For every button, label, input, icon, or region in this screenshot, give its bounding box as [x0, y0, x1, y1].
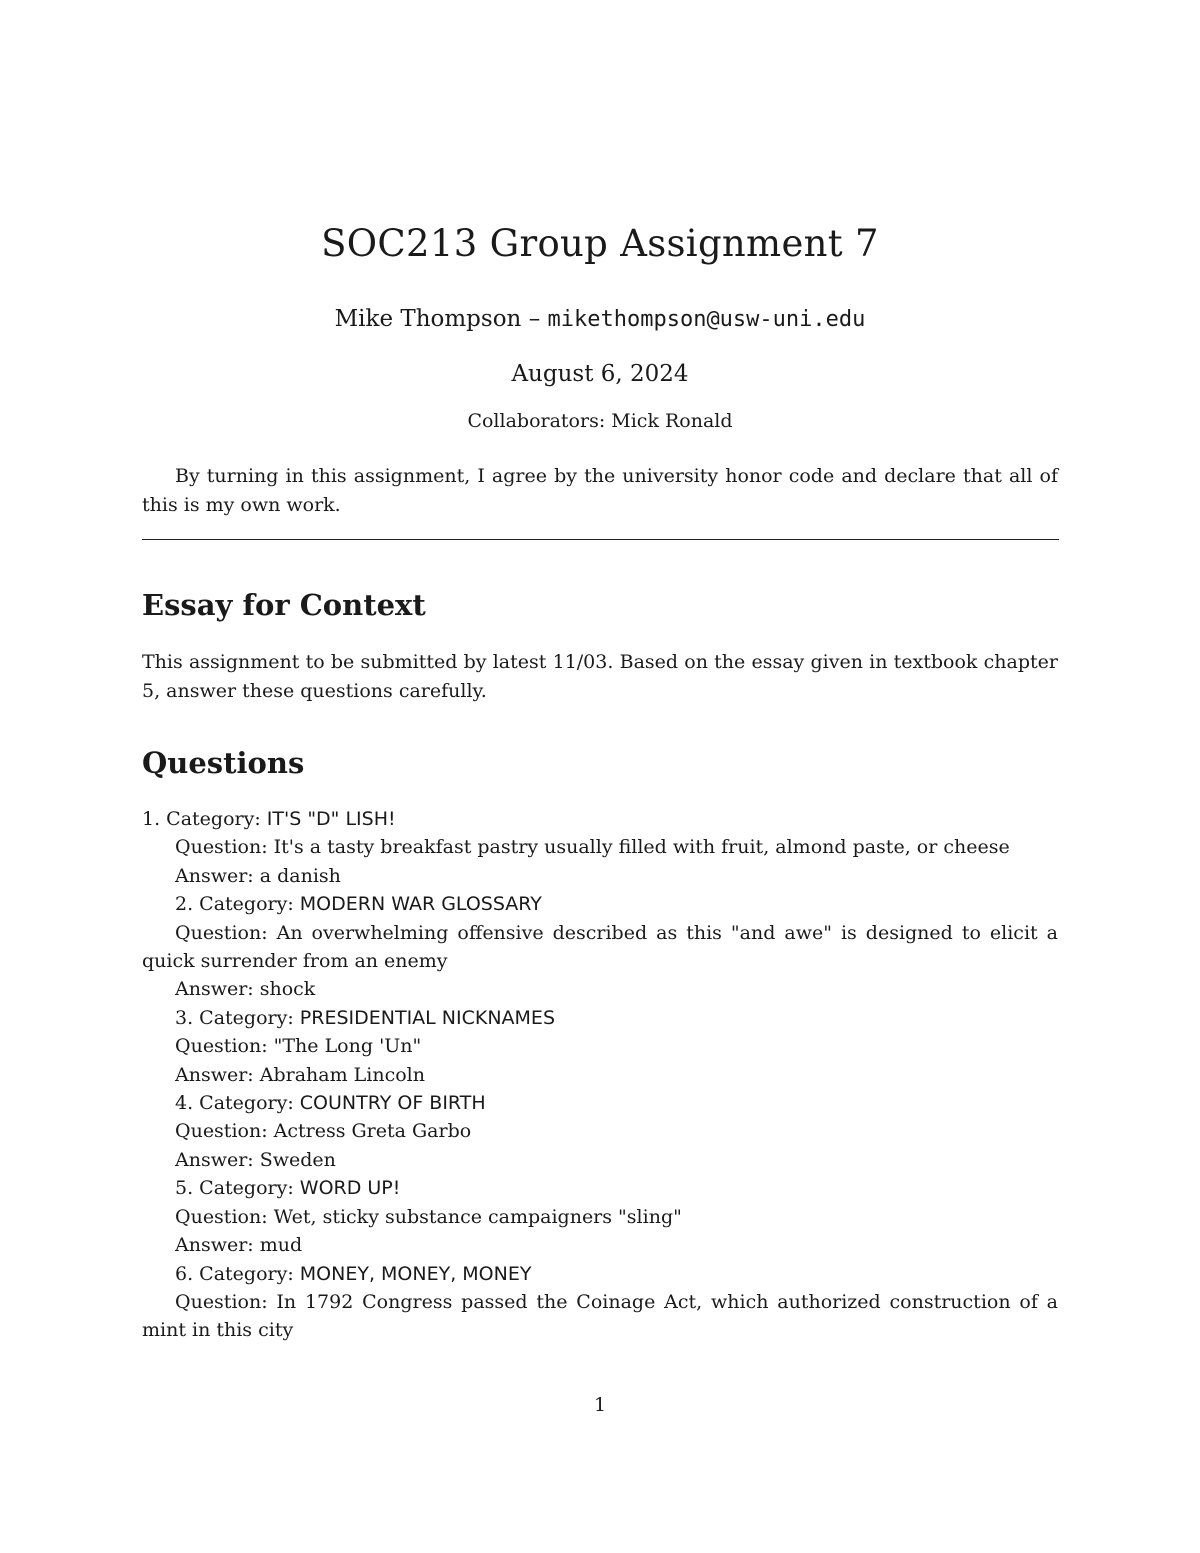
category-prefix: 1. Category: [142, 808, 267, 830]
category-name: MONEY, MONEY, MONEY [299, 1262, 532, 1285]
question-category-line [142, 805, 1058, 833]
question-text: Question: "The Long 'Un" [175, 1035, 422, 1058]
question-category-line [142, 1174, 1058, 1202]
horizontal-rule [142, 539, 1059, 540]
answer-text: Answer: Abraham Lincoln [175, 1063, 425, 1086]
collaborators-line: Collaborators: Mick Ronald [467, 410, 733, 432]
author-email: mikethompson@usw-uni.edu [547, 307, 866, 332]
category-name: IT'S "D" LISH! [266, 808, 396, 830]
author-line [0, 306, 1200, 332]
document-date: August 6, 2024 [511, 361, 689, 387]
page-number: 1 [593, 1394, 607, 1416]
category-prefix: 4. Category: [175, 1092, 300, 1115]
essay-paragraph: This assignment to be submitted by latest 11/03. Based on the essay given in textbook chapter 5, answer these questions carefully. [142, 651, 1058, 702]
document-title: SOC213 Group Assignment 7 [321, 222, 879, 265]
essay-heading: Essay for Context [142, 588, 426, 622]
category-prefix: 5. Category: [175, 1177, 300, 1200]
category-prefix: 3. Category: [175, 1006, 300, 1029]
category-name: COUNTRY OF BIRTH [299, 1092, 486, 1115]
category-name: WORD UP! [299, 1177, 401, 1200]
questions-heading: Questions [142, 746, 305, 780]
question-category-line [142, 890, 1058, 918]
author-separator: – [528, 306, 541, 332]
category-name: PRESIDENTIAL NICKNAMES [299, 1006, 556, 1029]
question-category-line [142, 1089, 1058, 1117]
honor-statement: By turning in this assignment, I agree by the university honor code and declare that all of this is my own work. [142, 465, 1058, 516]
category-name: MODERN WAR GLOSSARY [299, 893, 542, 916]
category-prefix: 6. Category: [175, 1262, 300, 1285]
question-category-line [142, 1260, 1058, 1288]
question-text: Question: It's a tasty breakfast pastry usually filled with fruit, almond paste, or cheese [175, 836, 1010, 859]
author-name: Mike Thompson [334, 306, 522, 332]
category-prefix: 2. Category: [175, 893, 300, 916]
answer-text: Answer: shock [175, 978, 316, 1001]
answer-text: Answer: mud [175, 1234, 303, 1257]
question-text: Question: An overwhelming offensive described as this "and awe" is designed to elicit a quick surrender from an enemy [142, 921, 1058, 973]
question-text: Question: Wet, sticky substance campaigners "sling" [175, 1205, 682, 1228]
question-category-line [142, 1004, 1058, 1032]
questions-list [142, 805, 1058, 1345]
question-text: Question: Actress Greta Garbo [175, 1120, 472, 1143]
answer-text: Answer: a danish [175, 864, 341, 887]
question-text: Question: In 1792 Congress passed the Coinage Act, which authorized construction of a mint in this city [142, 1290, 1058, 1342]
answer-text: Answer: Sweden [175, 1148, 336, 1171]
